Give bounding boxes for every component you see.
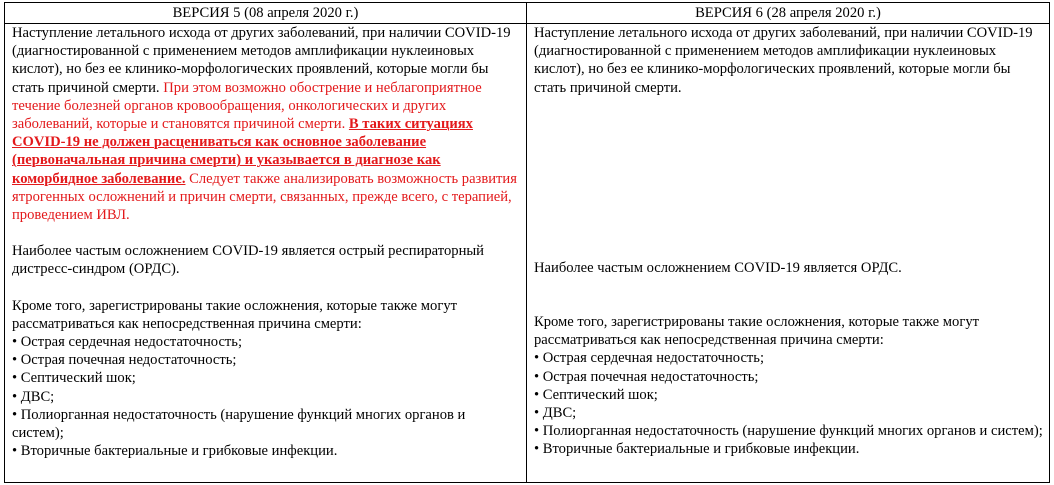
highlight-red-iatrogenic: Следует также анализировать возможность развития ятрогенных осложнений и причин смерти, связанных, прежде всего, с терапией, проведением ИВЛ. xyxy=(12,170,517,224)
table-header-row xyxy=(5,3,1049,24)
spacer xyxy=(534,277,1043,313)
complications-list xyxy=(12,333,520,460)
list-item: • Острая почечная недостаточность; xyxy=(12,352,237,369)
list-item: • Острая сердечная недостаточность; xyxy=(12,334,243,351)
highlight-red-text: При этом возможно обострение и неблагоприятное течение болезней органов кровообращения, онкологических и других заболеваний, которые и становятся причиной смерти. xyxy=(12,79,482,133)
paragraph-complications-intro: Кроме того, зарегистрированы такие осложнения, которые также могут рассматриваться как непосредственная причина смерти: xyxy=(12,297,458,332)
list-item: • Острая сердечная недостаточность; xyxy=(534,350,765,367)
list-item: • ДВС; xyxy=(534,405,577,422)
list-item: • Септический шок; xyxy=(534,386,658,403)
complications-list xyxy=(534,349,1043,458)
list-item: • ДВС; xyxy=(12,388,55,405)
cell-version-5 xyxy=(5,24,527,482)
paragraph-lethal-outcome-text: Наступление летального исхода от других заболеваний, при наличии COVID-19 (диагностированной с применением методов амплификации нуклеиновых кислот), но без ее клинико-морфологических проявлений, которые могли бы стать причиной смерти. xyxy=(12,25,511,96)
paragraph-lethal-outcome xyxy=(12,24,520,224)
spacer xyxy=(12,279,520,297)
header-version-6: ВЕРСИЯ 6 (28 апреля 2020 г.) xyxy=(695,5,881,21)
spacer xyxy=(534,97,1043,259)
paragraph-lethal-outcome: Наступление летального исхода от других заболеваний, при наличии COVID-19 (диагностированной с применением методов амплификации нуклеиновых кислот), но без ее клинико-морфологических проявлений, которые могли бы стать причиной смерти. xyxy=(534,25,1033,96)
list-item: • Септический шок; xyxy=(12,370,136,387)
list-item: • Полиорганная недостаточность (нарушение функций многих органов и систем); xyxy=(12,406,466,442)
list-item: • Полиорганная недостаточность (нарушение функций многих органов и систем); xyxy=(534,423,1043,440)
paragraph-ards: Наиболее частым осложнением COVID-19 является ОРДС. xyxy=(534,259,902,276)
paragraph-complications-intro: Кроме того, зарегистрированы такие осложнения, которые также могут рассматриваться как непосредственная причина смерти: xyxy=(534,314,980,349)
comparison-table xyxy=(4,2,1050,483)
paragraph-ards: Наиболее частым осложнением COVID-19 является острый респираторный дистресс-синдром (ОРДС). xyxy=(12,243,484,278)
cell-version-6 xyxy=(527,24,1049,482)
list-item: • Вторичные бактериальные и грибковые инфекции. xyxy=(534,441,860,458)
highlight-red-bold-underlined: В таких ситуациях COVID-19 не должен расцениваться как основное заболевание (первоначальная причина смерти) и указывается в диагнозе как коморбидное заболевание. xyxy=(12,116,473,187)
spacer xyxy=(12,224,520,242)
list-item: • Вторичные бактериальные и грибковые инфекции. xyxy=(12,443,338,460)
list-item: • Острая почечная недостаточность; xyxy=(534,368,759,385)
header-version-5: ВЕРСИЯ 5 (08 апреля 2020 г.) xyxy=(5,3,527,23)
table-body-row xyxy=(5,24,1049,482)
